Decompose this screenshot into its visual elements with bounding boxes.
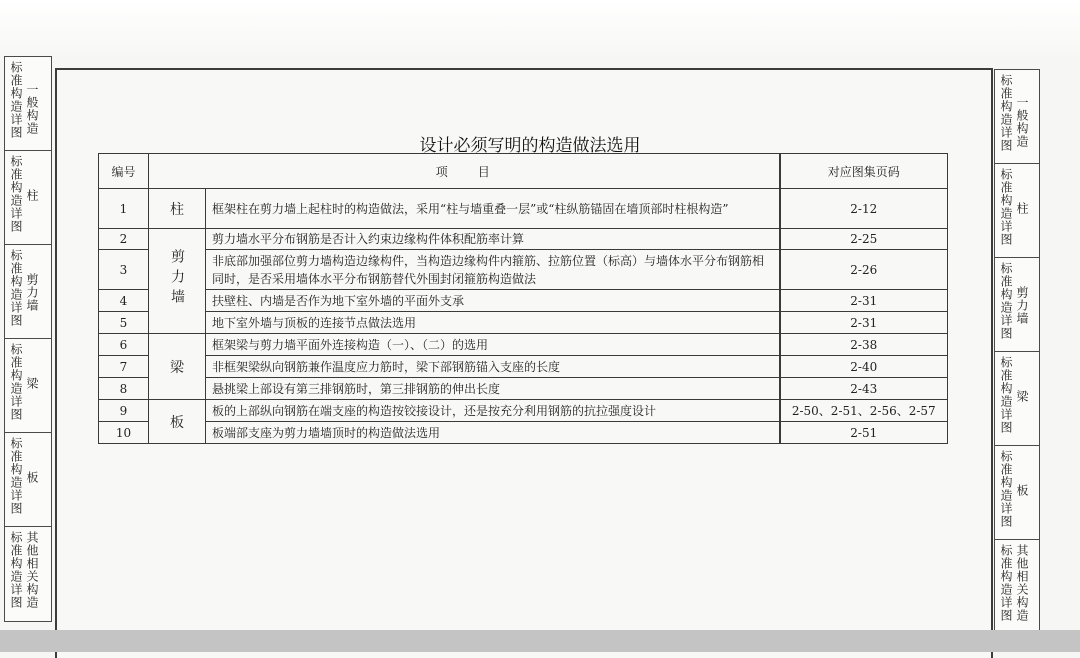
tab-section: 梁 — [1015, 390, 1029, 403]
row-page: 2-25 — [780, 229, 948, 250]
tab-label: 标准构造详图 — [9, 437, 23, 515]
row-page: 2-12 — [780, 189, 948, 229]
category-label: 剪力墙 — [169, 249, 185, 309]
table-row — [99, 290, 948, 312]
right-tab-general[interactable] — [994, 69, 1040, 163]
tab-section: 柱 — [25, 189, 39, 202]
table-row — [99, 378, 948, 400]
header-page: 对应图集页码 — [780, 154, 948, 189]
row-number: 7 — [99, 356, 149, 378]
row-page: 2-50、2-51、2-56、2-57 — [780, 400, 948, 422]
row-item: 板的上部纵向钢筋在端支座的构造按铰接设计，还是按充分利用钢筋的抗拉强度设计 — [206, 400, 780, 422]
row-item: 扶壁柱、内墙是否作为地下室外墙的平面外支承 — [206, 290, 780, 312]
left-tab-column[interactable] — [4, 150, 52, 244]
left-index-tabs — [4, 56, 52, 622]
tab-section: 剪力墙 — [1015, 286, 1029, 325]
row-page: 2-43 — [780, 378, 948, 400]
tab-label: 标准构造详图 — [999, 450, 1013, 528]
row-number: 1 — [99, 189, 149, 229]
row-page: 2-31 — [780, 290, 948, 312]
row-number: 4 — [99, 290, 149, 312]
tab-label: 标准构造详图 — [9, 343, 23, 421]
category-shear-wall — [149, 229, 206, 334]
tab-section: 一般构造 — [1015, 96, 1029, 148]
tab-label: 标准构造详图 — [9, 531, 23, 609]
row-page: 2-51 — [780, 422, 948, 444]
table-row — [99, 334, 948, 356]
header-item: 项 目 — [149, 154, 780, 189]
category-column: 柱 — [149, 189, 206, 229]
table-row — [99, 400, 948, 422]
row-item: 剪力墙水平分布钢筋是否计入约束边缘构件体积配筋率计算 — [206, 229, 780, 250]
tab-label: 标准构造详图 — [999, 168, 1013, 246]
row-number: 2 — [99, 229, 149, 250]
left-tab-slab[interactable] — [4, 432, 52, 526]
table-header-row — [99, 154, 948, 189]
tab-section: 板 — [25, 471, 39, 484]
table-row — [99, 189, 948, 229]
right-tab-shear-wall[interactable] — [994, 257, 1040, 351]
row-number: 10 — [99, 422, 149, 444]
page-title: 设计必须写明的构造做法选用 — [419, 136, 641, 156]
row-item: 框架梁与剪力墙平面外连接构造（一）、（二）的选用 — [206, 334, 780, 356]
tab-label: 标准构造详图 — [9, 155, 23, 233]
row-number: 8 — [99, 378, 149, 400]
table-row — [99, 312, 948, 334]
tab-section: 一般构造 — [25, 83, 39, 135]
tab-section: 板 — [1015, 484, 1029, 497]
category-slab: 板 — [149, 400, 206, 444]
tab-section: 柱 — [1015, 202, 1029, 215]
table-row — [99, 422, 948, 444]
left-tab-other[interactable] — [4, 526, 52, 622]
row-page: 2-31 — [780, 312, 948, 334]
tab-label: 标准构造详图 — [999, 544, 1013, 622]
tab-section: 剪力墙 — [25, 273, 39, 312]
right-tab-slab[interactable] — [994, 445, 1040, 539]
category-beam: 梁 — [149, 334, 206, 400]
table-row — [99, 229, 948, 250]
left-tab-shear-wall[interactable] — [4, 244, 52, 338]
scan-bottom-edge — [0, 630, 1080, 652]
row-number: 3 — [99, 250, 149, 290]
row-item: 非框架梁纵向钢筋兼作温度应力筋时，梁下部钢筋锚入支座的长度 — [206, 356, 780, 378]
tab-section: 其他相关构造 — [25, 531, 39, 609]
row-page: 2-38 — [780, 334, 948, 356]
table-row — [99, 356, 948, 378]
right-tab-column[interactable] — [994, 163, 1040, 257]
tab-label: 标准构造详图 — [999, 356, 1013, 434]
row-item: 非底部加强部位剪力墙构造边缘构件，当构造边缘构件内箍筋、拉筋位置（标高）与墙体水平分布钢筋相同时，是否采用墙体水平分布钢筋替代外围封闭箍筋构造做法 — [206, 250, 780, 290]
tab-section: 其他相关构造 — [1015, 544, 1029, 622]
table-row — [99, 250, 948, 290]
row-item: 框架柱在剪力墙上起柱时的构造做法，采用“柱与墙重叠一层”或“柱纵筋锚固在墙顶部时柱根构造” — [206, 189, 780, 229]
row-number: 9 — [99, 400, 149, 422]
right-tab-other[interactable] — [994, 539, 1040, 632]
construction-method-table — [98, 153, 948, 444]
right-index-tabs — [994, 69, 1040, 632]
row-item: 板端部支座为剪力墙墙顶时的构造做法选用 — [206, 422, 780, 444]
left-tab-general[interactable] — [4, 56, 52, 150]
right-tab-beam[interactable] — [994, 351, 1040, 445]
row-number: 5 — [99, 312, 149, 334]
row-number: 6 — [99, 334, 149, 356]
tab-label: 标准构造详图 — [999, 262, 1013, 340]
header-number: 编号 — [99, 154, 149, 189]
tab-label: 标准构造详图 — [9, 61, 23, 139]
row-page: 2-40 — [780, 356, 948, 378]
row-item: 悬挑梁上部设有第三排钢筋时，第三排钢筋的伸出长度 — [206, 378, 780, 400]
tab-label: 标准构造详图 — [9, 249, 23, 327]
tab-label: 标准构造详图 — [999, 74, 1013, 152]
tab-section: 梁 — [25, 377, 39, 390]
row-item: 地下室外墙与顶板的连接节点做法选用 — [206, 312, 780, 334]
scan-top-margin — [0, 0, 1080, 56]
row-page: 2-26 — [780, 250, 948, 290]
left-tab-beam[interactable] — [4, 338, 52, 432]
